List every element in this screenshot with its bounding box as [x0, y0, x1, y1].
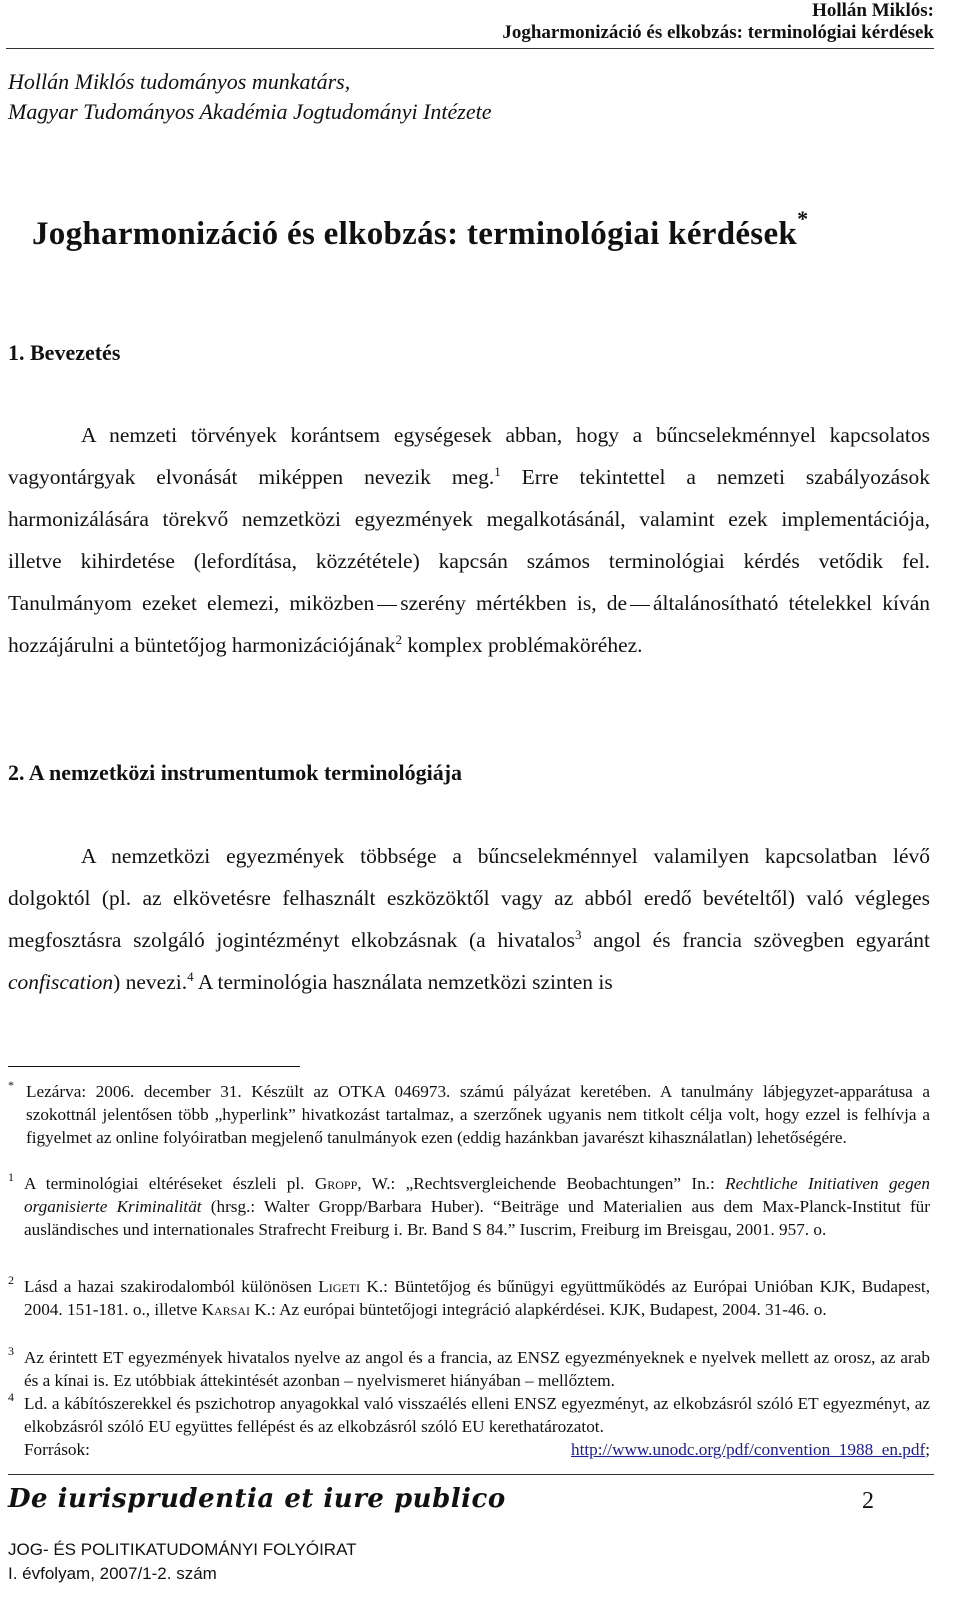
paragraph-text: A terminológia használata nemzetközi szinten is — [193, 970, 613, 994]
footnote-text: Lezárva: 2006. december 31. Készült az OTKA 046973. számú pályázat keretében. A tanulmány lábjegyzet-apparátusa a szokottnál jelentősen több „hyperlink” hivatkozást tartalmaz, a szerzőnek ugyanis nem titkolt célja volt, hogy ezzel is felhívja a figyelmet az online folyóiratban megjelenő tanulmányok ezen (eddig hazánkban javarészt kihasználatlan) lehetőségére. — [26, 1082, 930, 1147]
footnote-mark: * — [8, 1078, 14, 1092]
footnote-text — [8, 1275, 930, 1321]
footnote-text — [8, 1172, 930, 1241]
page-number: 2 — [862, 1488, 874, 1514]
footnote-mark: 1 — [8, 1170, 14, 1184]
footnote-text-part: K.: Az európai büntetőjogi integráció alapkérdései. KJK, Budapest, 2004. 31-46. o. — [250, 1300, 827, 1319]
paragraph-text: A nemzeti törvények korántsem egységesek abban, hogy a bűncselekménnyel kapcsolatos vagyontárgyak elvonását miképpen nevezik meg. — [8, 423, 930, 489]
footnote-4 — [8, 1392, 930, 1461]
sources-label: Források: — [24, 1440, 90, 1459]
title-footnote-mark[interactable]: * — [797, 206, 809, 231]
paragraph-text: ) nevezi. — [113, 970, 188, 994]
footnote-ref-3[interactable]: 3 — [575, 926, 582, 942]
running-header-title: Jogharmonizáció és elkobzás: terminológiai kérdések — [502, 22, 934, 43]
footnote-mark: 3 — [8, 1344, 14, 1358]
article-title — [32, 206, 809, 253]
section-heading-introduction: 1. Bevezetés — [8, 340, 121, 365]
footnote-divider — [8, 1066, 300, 1067]
footnote-text-part: (hrsg.: Walter Gropp/Barbara Huber). “Beiträge und Materialien aus dem Max-Planck-Institut für ausländisches und internationales Strafrecht Freiburg i. Br. Band S 84.” Iuscrim, Freiburg im Breisgau, 2001. 957. o. — [24, 1197, 930, 1239]
footnote-text-part: A terminológiai eltéréseket észleli pl. — [24, 1174, 315, 1193]
footnote-ref-4[interactable]: 4 — [187, 968, 194, 984]
journal-logo-title: De iurisprudentia et iure publico — [8, 1484, 506, 1514]
section-heading-international-instruments: 2. A nemzetközi instrumentumok terminológiája — [8, 760, 463, 785]
author-name: Karsai — [201, 1300, 251, 1319]
journal-subtitle: JOG- ÉS POLITIKATUDOMÁNYI FOLYÓIRAT — [8, 1540, 357, 1559]
footnote-1 — [8, 1172, 930, 1241]
term-confiscation: confiscation — [8, 970, 114, 994]
paragraph-text: angol és francia szövegben egyaránt — [581, 928, 931, 952]
author-name: Gropp — [314, 1174, 358, 1193]
footnote-star — [8, 1080, 930, 1149]
footnote-ref-1[interactable]: 1 — [494, 463, 501, 479]
paragraph-introduction — [8, 414, 930, 666]
em-dash — [630, 605, 650, 606]
running-header-author: Hollán Miklós: — [812, 0, 934, 21]
affiliation-line-2: Magyar Tudományos Akadémia Jogtudományi Intézete — [8, 99, 492, 124]
journal-issue: I. évfolyam, 2007/1-2. szám — [8, 1564, 217, 1583]
footnote-mark: 4 — [8, 1390, 14, 1404]
footnote-mark: 2 — [8, 1273, 14, 1287]
footnote-text: Az érintett ET egyezmények hivatalos nyelve az angol és a francia, az ENSZ egyezményeknek e nyelvek mellett az orosz, az arab és a kínai is. Ez utóbbiak áttekintését azonban – nyelvismeret hiányában – mellőztem. — [24, 1348, 930, 1390]
footnote-2 — [8, 1275, 930, 1321]
footnote-ref-2[interactable]: 2 — [395, 631, 402, 647]
header-divider — [6, 48, 934, 49]
em-dash — [377, 605, 397, 606]
footnote-text-part: Ld. a kábítószerekkel és pszichotrop anyagokkal való visszaélés elleni ENSZ egyezményt, az elkobzásról szóló ET egyezményt, az elkobzásról szóló EU együttes fellépést és az elkobzásról szóló EU kerethatározatot. — [24, 1394, 930, 1436]
paragraph-text: szerény mértékben is, de — [400, 591, 628, 615]
unodc-convention-link[interactable]: http://www.unodc.org/pdf/convention_1988_en.pdf — [571, 1440, 926, 1459]
paragraph-international-instruments — [8, 835, 930, 1003]
footer-divider — [8, 1474, 934, 1475]
footnote-3 — [8, 1346, 930, 1392]
paragraph-text: általánosítható tételekkel kíván hozzájárulni a büntetőjog harmonizációjának — [8, 591, 930, 657]
work-title: Rechtliche Initiativen gegen organisierte Kriminalität — [24, 1174, 930, 1216]
link-punctuation: ; — [925, 1440, 930, 1459]
paragraph-text: Erre tekintettel a nemzeti szabályozások harmonizálására törekvő nemzetközi egyezmények megalkotásánál, valamint ezek implementációja, illetve kihirdetése (lefordítása, közzététele) kapcsán számos terminológiai kérdés vetődik fel. Tanulmányom ezeket elemezi, miközben — [8, 465, 930, 615]
footnote-text-part: , W.: „Rechtsvergleichende Beobachtungen” In.: — [357, 1174, 726, 1193]
paragraph-text: komplex problémaköréhez. — [401, 633, 643, 657]
footnote-text-part: K.: Büntetőjog és bűnügyi együttműködés az Európai Unióban KJK, Budapest, 2004. 151-181. o., illetve — [24, 1277, 930, 1319]
footnote-text — [8, 1392, 930, 1461]
sources-row — [24, 1438, 930, 1461]
footnote-text-part: Lásd a hazai szakirodalomból különösen — [24, 1277, 319, 1296]
affiliation-line-1: Hollán Miklós tudományos munkatárs, — [8, 69, 351, 94]
author-name: Ligeti — [318, 1277, 361, 1296]
paragraph-text: A nemzetközi egyezmények többsége a bűncselekménnyel valamilyen kapcsolatban lévő dolgoktól (pl. az elkövetésre felhasznált eszközöktől vagy az abból eredő bevételtől) való végleges megfosztásra szolgáló jogintézményt elkobzásnak (a hivatalos — [8, 844, 930, 952]
article-title-text: Jogharmonizáció és elkobzás: terminológiai kérdések — [32, 216, 798, 252]
